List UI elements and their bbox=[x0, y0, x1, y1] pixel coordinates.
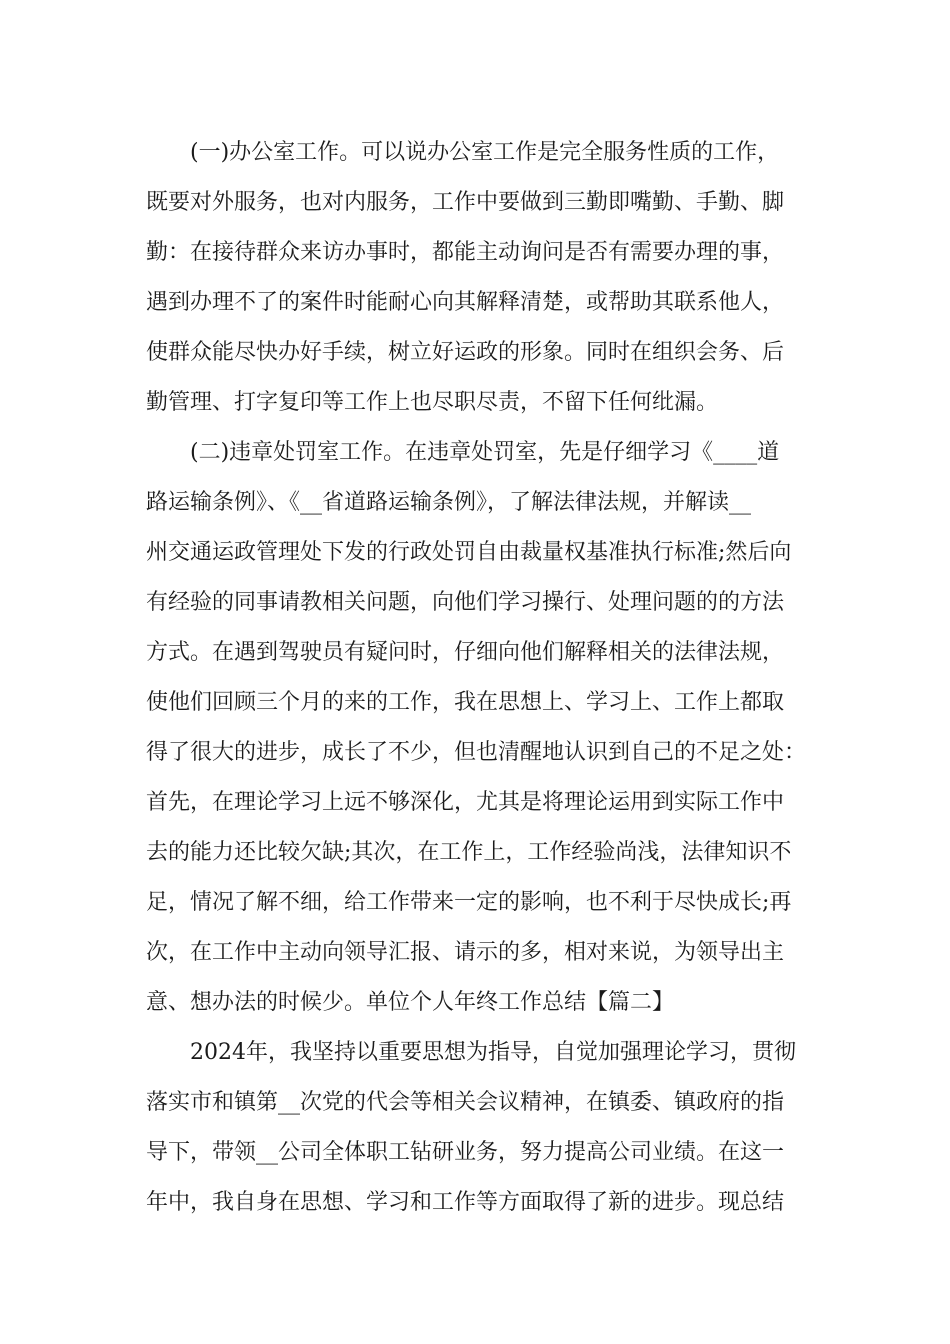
text-line: 勤管理、打字复印等工作上也尽职尽责，不留下任何纰漏。 bbox=[146, 390, 719, 415]
text-line: 州交通运政管理处下发的行政处罚自由裁量权基准执行标准;然后向 bbox=[146, 540, 792, 565]
text-line: 使他们回顾三个月的来的工作，我在思想上、学习上、工作上都取 bbox=[146, 690, 785, 715]
text-line: 年中，我自身在思想、学习和工作等方面取得了新的进步。现总结 bbox=[146, 1190, 785, 1215]
text-line: 意、想办法的时候少。单位个人年终工作总结【篇二】 bbox=[146, 990, 675, 1015]
text-line: 去的能力还比较欠缺;其次，在工作上，工作经验尚浅，法律知识不 bbox=[146, 840, 792, 865]
text-line: 勤：在接待群众来访办事时，都能主动询问是否有需要办理的事， bbox=[146, 240, 785, 265]
text-line: 有经验的同事请教相关问题，向他们学习操行、处理问题的的方法 bbox=[146, 590, 785, 615]
paragraph-violation-office bbox=[146, 428, 811, 1028]
text-line: 次，在工作中主动向领导汇报、请示的多，相对来说，为领导出主 bbox=[146, 940, 785, 965]
text-line: 首先，在理论学习上远不够深化，尤其是将理论运用到实际工作中 bbox=[146, 790, 785, 815]
text-line: 足，情况了解不细，给工作带来一定的影响，也不利于尽快成长;再 bbox=[146, 890, 792, 915]
paragraph-annual-summary bbox=[146, 1028, 811, 1228]
text-line: 遇到办理不了的案件时能耐心向其解释清楚，或帮助其联系他人， bbox=[146, 290, 785, 315]
text-line: 导下，带领__公司全体职工钻研业务，努力提高公司业绩。在这一 bbox=[146, 1140, 785, 1165]
text-line: 既要对外服务，也对内服务，工作中要做到三勤即嘴勤、手勤、脚 bbox=[146, 190, 785, 215]
text-line: 方式。在遇到驾驶员有疑问时，仔细向他们解释相关的法律法规， bbox=[146, 640, 785, 665]
text-line: 2024年，我坚持以重要思想为指导，自觉加强理论学习，贯彻 bbox=[190, 1040, 796, 1065]
text-line: 落实市和镇第__次党的代会等相关会议精神，在镇委、镇政府的指 bbox=[146, 1090, 785, 1115]
text-line: 使群众能尽快办好手续，树立好运政的形象。同时在组织会务、后 bbox=[146, 340, 785, 365]
text-line: 得了很大的进步，成长了不少，但也清醒地认识到自己的不足之处： bbox=[146, 740, 807, 765]
document-body bbox=[146, 128, 811, 1228]
paragraph-office-work bbox=[146, 128, 811, 428]
text-line: 路运输条例》、《__省道路运输条例》，了解法律法规，并解读__ bbox=[146, 490, 752, 515]
text-line: (二)违章处罚室工作。在违章处罚室，先是仔细学习《____道 bbox=[190, 440, 780, 465]
text-line: (一)办公室工作。可以说办公室工作是完全服务性质的工作， bbox=[190, 140, 780, 165]
